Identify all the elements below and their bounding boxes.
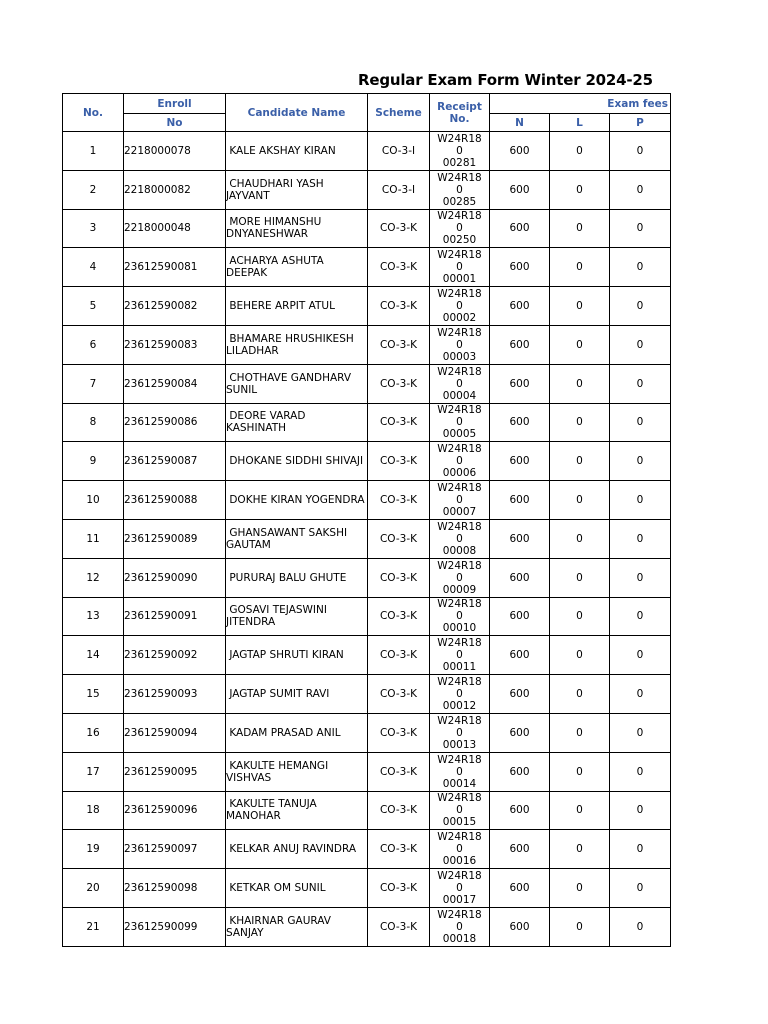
- receipt-line-2: 00005: [442, 428, 477, 441]
- cell-fee-l: 0: [550, 519, 610, 558]
- cell-candidate-name: KAKULTE TANUJA MANOHAR: [226, 791, 368, 830]
- table-row: [63, 907, 671, 946]
- cell-fee-l: 0: [550, 248, 610, 287]
- cell-no: 10: [63, 481, 124, 520]
- table-row: [63, 713, 671, 752]
- receipt-line-1: W24R180: [437, 210, 482, 235]
- cell-no: 21: [63, 907, 124, 946]
- cell-scheme: CO-3-K: [368, 209, 430, 248]
- cell-fee-n: 600: [490, 830, 550, 869]
- cell-receipt-no: [430, 907, 490, 946]
- cell-candidate-name: ACHARYA ASHUTA DEEPAK: [226, 248, 368, 287]
- cell-candidate-name: JAGTAP SUMIT RAVI: [226, 675, 368, 714]
- cell-receipt-no: [430, 597, 490, 636]
- table-body: [63, 132, 671, 947]
- cell-fee-l: 0: [550, 869, 610, 908]
- cell-enroll-no: 23612590099: [124, 907, 226, 946]
- col-header-no: No.: [63, 94, 124, 132]
- cell-scheme: CO-3-K: [368, 558, 430, 597]
- receipt-line-2: 00281: [442, 156, 477, 169]
- table-row: [63, 519, 671, 558]
- cell-fee-n: 600: [490, 907, 550, 946]
- cell-fee-n: 600: [490, 713, 550, 752]
- cell-fee-p: 0: [610, 170, 671, 209]
- cell-candidate-name: KADAM PRASAD ANIL: [226, 713, 368, 752]
- cell-fee-p: 0: [610, 132, 671, 171]
- cell-candidate-name: KALE AKSHAY KIRAN: [226, 132, 368, 171]
- cell-fee-p: 0: [610, 364, 671, 403]
- receipt-line-2: 00009: [442, 583, 477, 596]
- cell-no: 12: [63, 558, 124, 597]
- cell-fee-n: 600: [490, 364, 550, 403]
- cell-fee-p: 0: [610, 791, 671, 830]
- cell-scheme: CO-3-K: [368, 248, 430, 287]
- cell-receipt-no: [430, 675, 490, 714]
- cell-fee-l: 0: [550, 713, 610, 752]
- cell-fee-n: 600: [490, 636, 550, 675]
- cell-fee-n: 600: [490, 325, 550, 364]
- cell-fee-p: 0: [610, 907, 671, 946]
- cell-fee-l: 0: [550, 364, 610, 403]
- cell-no: 7: [63, 364, 124, 403]
- cell-enroll-no: 2218000048: [124, 209, 226, 248]
- cell-fee-p: 0: [610, 287, 671, 326]
- receipt-line-1: W24R180: [437, 831, 482, 856]
- cell-enroll-no: 23612590092: [124, 636, 226, 675]
- cell-receipt-no: [430, 248, 490, 287]
- cell-fee-l: 0: [550, 442, 610, 481]
- cell-scheme: CO-3-K: [368, 325, 430, 364]
- cell-fee-n: 600: [490, 791, 550, 830]
- cell-no: 8: [63, 403, 124, 442]
- cell-candidate-name: MORE HIMANSHU DNYANESHWAR: [226, 209, 368, 248]
- page-title: Regular Exam Form Winter 2024-25: [358, 71, 653, 89]
- receipt-line-1: W24R180: [437, 520, 482, 545]
- exam-form-table: [62, 93, 671, 947]
- cell-receipt-no: [430, 325, 490, 364]
- cell-no: 13: [63, 597, 124, 636]
- cell-receipt-no: [430, 558, 490, 597]
- cell-no: 5: [63, 287, 124, 326]
- cell-fee-l: 0: [550, 830, 610, 869]
- cell-scheme: CO-3-K: [368, 636, 430, 675]
- cell-enroll-no: 23612590081: [124, 248, 226, 287]
- table-row: [63, 481, 671, 520]
- cell-fee-l: 0: [550, 791, 610, 830]
- cell-receipt-no: [430, 481, 490, 520]
- receipt-line-2: 00010: [442, 622, 477, 635]
- cell-fee-l: 0: [550, 209, 610, 248]
- cell-candidate-name: PURURAJ BALU GHUTE: [226, 558, 368, 597]
- cell-enroll-no: 23612590095: [124, 752, 226, 791]
- col-header-enroll-top: Enroll: [124, 94, 226, 114]
- cell-receipt-no: [430, 519, 490, 558]
- cell-candidate-name: BHAMARE HRUSHIKESH LILADHAR: [226, 325, 368, 364]
- cell-fee-n: 600: [490, 170, 550, 209]
- cell-enroll-no: 23612590093: [124, 675, 226, 714]
- cell-enroll-no: 23612590098: [124, 869, 226, 908]
- receipt-line-1: W24R180: [437, 288, 482, 313]
- receipt-line-2: 00008: [442, 544, 477, 557]
- cell-no: 9: [63, 442, 124, 481]
- cell-candidate-name: DHOKANE SIDDHI SHIVAJI: [226, 442, 368, 481]
- cell-scheme: CO-3-K: [368, 403, 430, 442]
- cell-fee-n: 600: [490, 132, 550, 171]
- cell-fee-p: 0: [610, 675, 671, 714]
- table-row: [63, 209, 671, 248]
- col-header-candidate-name: Candidate Name: [226, 94, 368, 132]
- cell-fee-n: 600: [490, 442, 550, 481]
- cell-enroll-no: 23612590084: [124, 364, 226, 403]
- cell-no: 3: [63, 209, 124, 248]
- cell-fee-n: 600: [490, 675, 550, 714]
- cell-candidate-name: DEORE VARAD KASHINATH: [226, 403, 368, 442]
- cell-enroll-no: 23612590097: [124, 830, 226, 869]
- receipt-line-1: W24R180: [437, 171, 482, 196]
- cell-candidate-name: DOKHE KIRAN YOGENDRA: [226, 481, 368, 520]
- cell-no: 18: [63, 791, 124, 830]
- cell-scheme: CO-3-K: [368, 830, 430, 869]
- cell-fee-p: 0: [610, 713, 671, 752]
- receipt-line-1: W24R180: [437, 365, 482, 390]
- cell-fee-l: 0: [550, 132, 610, 171]
- cell-no: 11: [63, 519, 124, 558]
- col-header-p: P: [610, 114, 671, 132]
- col-header-enroll-bottom: No: [124, 114, 226, 132]
- cell-scheme: CO-3-K: [368, 481, 430, 520]
- cell-enroll-no: 23612590094: [124, 713, 226, 752]
- cell-no: 17: [63, 752, 124, 791]
- cell-scheme: CO-3-K: [368, 713, 430, 752]
- receipt-line-2: 00007: [442, 506, 477, 519]
- cell-fee-l: 0: [550, 170, 610, 209]
- cell-receipt-no: [430, 752, 490, 791]
- receipt-line-1: W24R180: [437, 326, 482, 351]
- cell-scheme: CO-3-K: [368, 442, 430, 481]
- receipt-line-1: W24R180: [437, 443, 482, 468]
- receipt-line-1: W24R180: [437, 714, 482, 739]
- cell-fee-p: 0: [610, 519, 671, 558]
- cell-fee-p: 0: [610, 481, 671, 520]
- cell-candidate-name: KAKULTE HEMANGI VISHVAS: [226, 752, 368, 791]
- cell-fee-l: 0: [550, 287, 610, 326]
- receipt-line-1: W24R180: [437, 753, 482, 778]
- cell-no: 6: [63, 325, 124, 364]
- cell-scheme: CO-3-I: [368, 170, 430, 209]
- cell-fee-p: 0: [610, 403, 671, 442]
- cell-fee-n: 600: [490, 597, 550, 636]
- receipt-line-2: 00016: [442, 855, 477, 868]
- receipt-line-2: 00002: [442, 312, 477, 325]
- cell-candidate-name: CHAUDHARI YASH JAYVANT: [226, 170, 368, 209]
- cell-fee-l: 0: [550, 403, 610, 442]
- cell-fee-p: 0: [610, 597, 671, 636]
- table-row: [63, 830, 671, 869]
- cell-receipt-no: [430, 713, 490, 752]
- cell-scheme: CO-3-I: [368, 132, 430, 171]
- receipt-line-2: 00012: [442, 700, 477, 713]
- cell-scheme: CO-3-K: [368, 869, 430, 908]
- cell-fee-n: 600: [490, 287, 550, 326]
- cell-fee-l: 0: [550, 481, 610, 520]
- cell-scheme: CO-3-K: [368, 752, 430, 791]
- receipt-line-1: W24R180: [437, 132, 482, 157]
- cell-no: 16: [63, 713, 124, 752]
- receipt-line-1: W24R180: [437, 249, 482, 274]
- table-row: [63, 442, 671, 481]
- header-row-1: [63, 94, 671, 114]
- cell-fee-l: 0: [550, 597, 610, 636]
- cell-fee-p: 0: [610, 869, 671, 908]
- receipt-line-1: W24R180: [437, 637, 482, 662]
- cell-enroll-no: 23612590090: [124, 558, 226, 597]
- col-header-scheme: Scheme: [368, 94, 430, 132]
- cell-fee-p: 0: [610, 248, 671, 287]
- receipt-line-1: W24R180: [437, 482, 482, 507]
- cell-receipt-no: [430, 364, 490, 403]
- cell-candidate-name: BEHERE ARPIT ATUL: [226, 287, 368, 326]
- table-row: [63, 558, 671, 597]
- cell-candidate-name: JAGTAP SHRUTI KIRAN: [226, 636, 368, 675]
- cell-enroll-no: 2218000078: [124, 132, 226, 171]
- cell-candidate-name: KHAIRNAR GAURAV SANJAY: [226, 907, 368, 946]
- table-row: [63, 752, 671, 791]
- cell-receipt-no: [430, 636, 490, 675]
- cell-candidate-name: KELKAR ANUJ RAVINDRA: [226, 830, 368, 869]
- cell-scheme: CO-3-K: [368, 364, 430, 403]
- table-row: [63, 869, 671, 908]
- table-row: [63, 132, 671, 171]
- cell-scheme: CO-3-K: [368, 519, 430, 558]
- receipt-line-1: W24R180: [437, 908, 482, 933]
- cell-scheme: CO-3-K: [368, 791, 430, 830]
- receipt-line-1: W24R180: [437, 598, 482, 623]
- cell-enroll-no: 2218000082: [124, 170, 226, 209]
- cell-receipt-no: [430, 442, 490, 481]
- receipt-line-2: 00011: [442, 661, 477, 674]
- cell-receipt-no: [430, 869, 490, 908]
- col-header-n: N: [490, 114, 550, 132]
- table-row: [63, 287, 671, 326]
- cell-fee-n: 600: [490, 752, 550, 791]
- cell-fee-p: 0: [610, 325, 671, 364]
- cell-no: 15: [63, 675, 124, 714]
- cell-fee-p: 0: [610, 830, 671, 869]
- cell-fee-l: 0: [550, 558, 610, 597]
- cell-enroll-no: 23612590096: [124, 791, 226, 830]
- receipt-line-2: 00250: [442, 234, 477, 247]
- table-row: [63, 170, 671, 209]
- cell-fee-p: 0: [610, 636, 671, 675]
- cell-scheme: CO-3-K: [368, 675, 430, 714]
- receipt-line-2: 00014: [442, 777, 477, 790]
- receipt-line-1: W24R180: [437, 792, 482, 817]
- cell-no: 1: [63, 132, 124, 171]
- receipt-line-2: 00006: [442, 467, 477, 480]
- cell-fee-n: 600: [490, 558, 550, 597]
- table-row: [63, 636, 671, 675]
- cell-no: 2: [63, 170, 124, 209]
- cell-fee-p: 0: [610, 558, 671, 597]
- cell-receipt-no: [430, 791, 490, 830]
- receipt-line-1: W24R180: [437, 676, 482, 701]
- cell-no: 14: [63, 636, 124, 675]
- receipt-line-1: W24R180: [437, 404, 482, 429]
- receipt-line-2: 00017: [442, 894, 477, 907]
- cell-candidate-name: CHOTHAVE GANDHARV SUNIL: [226, 364, 368, 403]
- cell-fee-l: 0: [550, 325, 610, 364]
- col-header-l: L: [550, 114, 610, 132]
- cell-receipt-no: [430, 209, 490, 248]
- table-row: [63, 791, 671, 830]
- cell-fee-n: 600: [490, 519, 550, 558]
- table-row: [63, 364, 671, 403]
- receipt-line-2: 00003: [442, 350, 477, 363]
- receipt-line-2: 00015: [442, 816, 477, 829]
- cell-fee-n: 600: [490, 248, 550, 287]
- cell-fee-l: 0: [550, 675, 610, 714]
- cell-enroll-no: 23612590087: [124, 442, 226, 481]
- cell-fee-l: 0: [550, 752, 610, 791]
- cell-candidate-name: KETKAR OM SUNIL: [226, 869, 368, 908]
- table-row: [63, 325, 671, 364]
- cell-fee-n: 600: [490, 403, 550, 442]
- col-header-receipt: Receipt No.: [430, 94, 490, 132]
- table-row: [63, 675, 671, 714]
- cell-enroll-no: 23612590091: [124, 597, 226, 636]
- cell-receipt-no: [430, 830, 490, 869]
- cell-candidate-name: GHANSAWANT SAKSHI GAUTAM: [226, 519, 368, 558]
- cell-receipt-no: [430, 403, 490, 442]
- table-row: [63, 248, 671, 287]
- cell-no: 20: [63, 869, 124, 908]
- cell-fee-l: 0: [550, 907, 610, 946]
- receipt-line-2: 00018: [442, 932, 477, 945]
- cell-fee-n: 600: [490, 209, 550, 248]
- cell-fee-n: 600: [490, 481, 550, 520]
- cell-enroll-no: 23612590083: [124, 325, 226, 364]
- cell-enroll-no: 23612590089: [124, 519, 226, 558]
- cell-enroll-no: 23612590086: [124, 403, 226, 442]
- table-row: [63, 597, 671, 636]
- cell-fee-l: 0: [550, 636, 610, 675]
- cell-fee-n: 600: [490, 869, 550, 908]
- cell-scheme: CO-3-K: [368, 287, 430, 326]
- receipt-line-2: 00001: [442, 273, 477, 286]
- receipt-line-1: W24R180: [437, 870, 482, 895]
- cell-no: 4: [63, 248, 124, 287]
- receipt-line-2: 00285: [442, 195, 477, 208]
- cell-fee-p: 0: [610, 442, 671, 481]
- receipt-line-2: 00004: [442, 389, 477, 402]
- receipt-line-2: 00013: [442, 738, 477, 751]
- cell-fee-p: 0: [610, 752, 671, 791]
- receipt-line-1: W24R180: [437, 559, 482, 584]
- cell-enroll-no: 23612590082: [124, 287, 226, 326]
- cell-scheme: CO-3-K: [368, 907, 430, 946]
- cell-receipt-no: [430, 132, 490, 171]
- table-row: [63, 403, 671, 442]
- cell-candidate-name: GOSAVI TEJASWINI JITENDRA: [226, 597, 368, 636]
- cell-no: 19: [63, 830, 124, 869]
- col-header-exam-fees: Exam fees: [490, 94, 671, 114]
- cell-scheme: CO-3-K: [368, 597, 430, 636]
- cell-enroll-no: 23612590088: [124, 481, 226, 520]
- cell-receipt-no: [430, 170, 490, 209]
- cell-receipt-no: [430, 287, 490, 326]
- cell-fee-p: 0: [610, 209, 671, 248]
